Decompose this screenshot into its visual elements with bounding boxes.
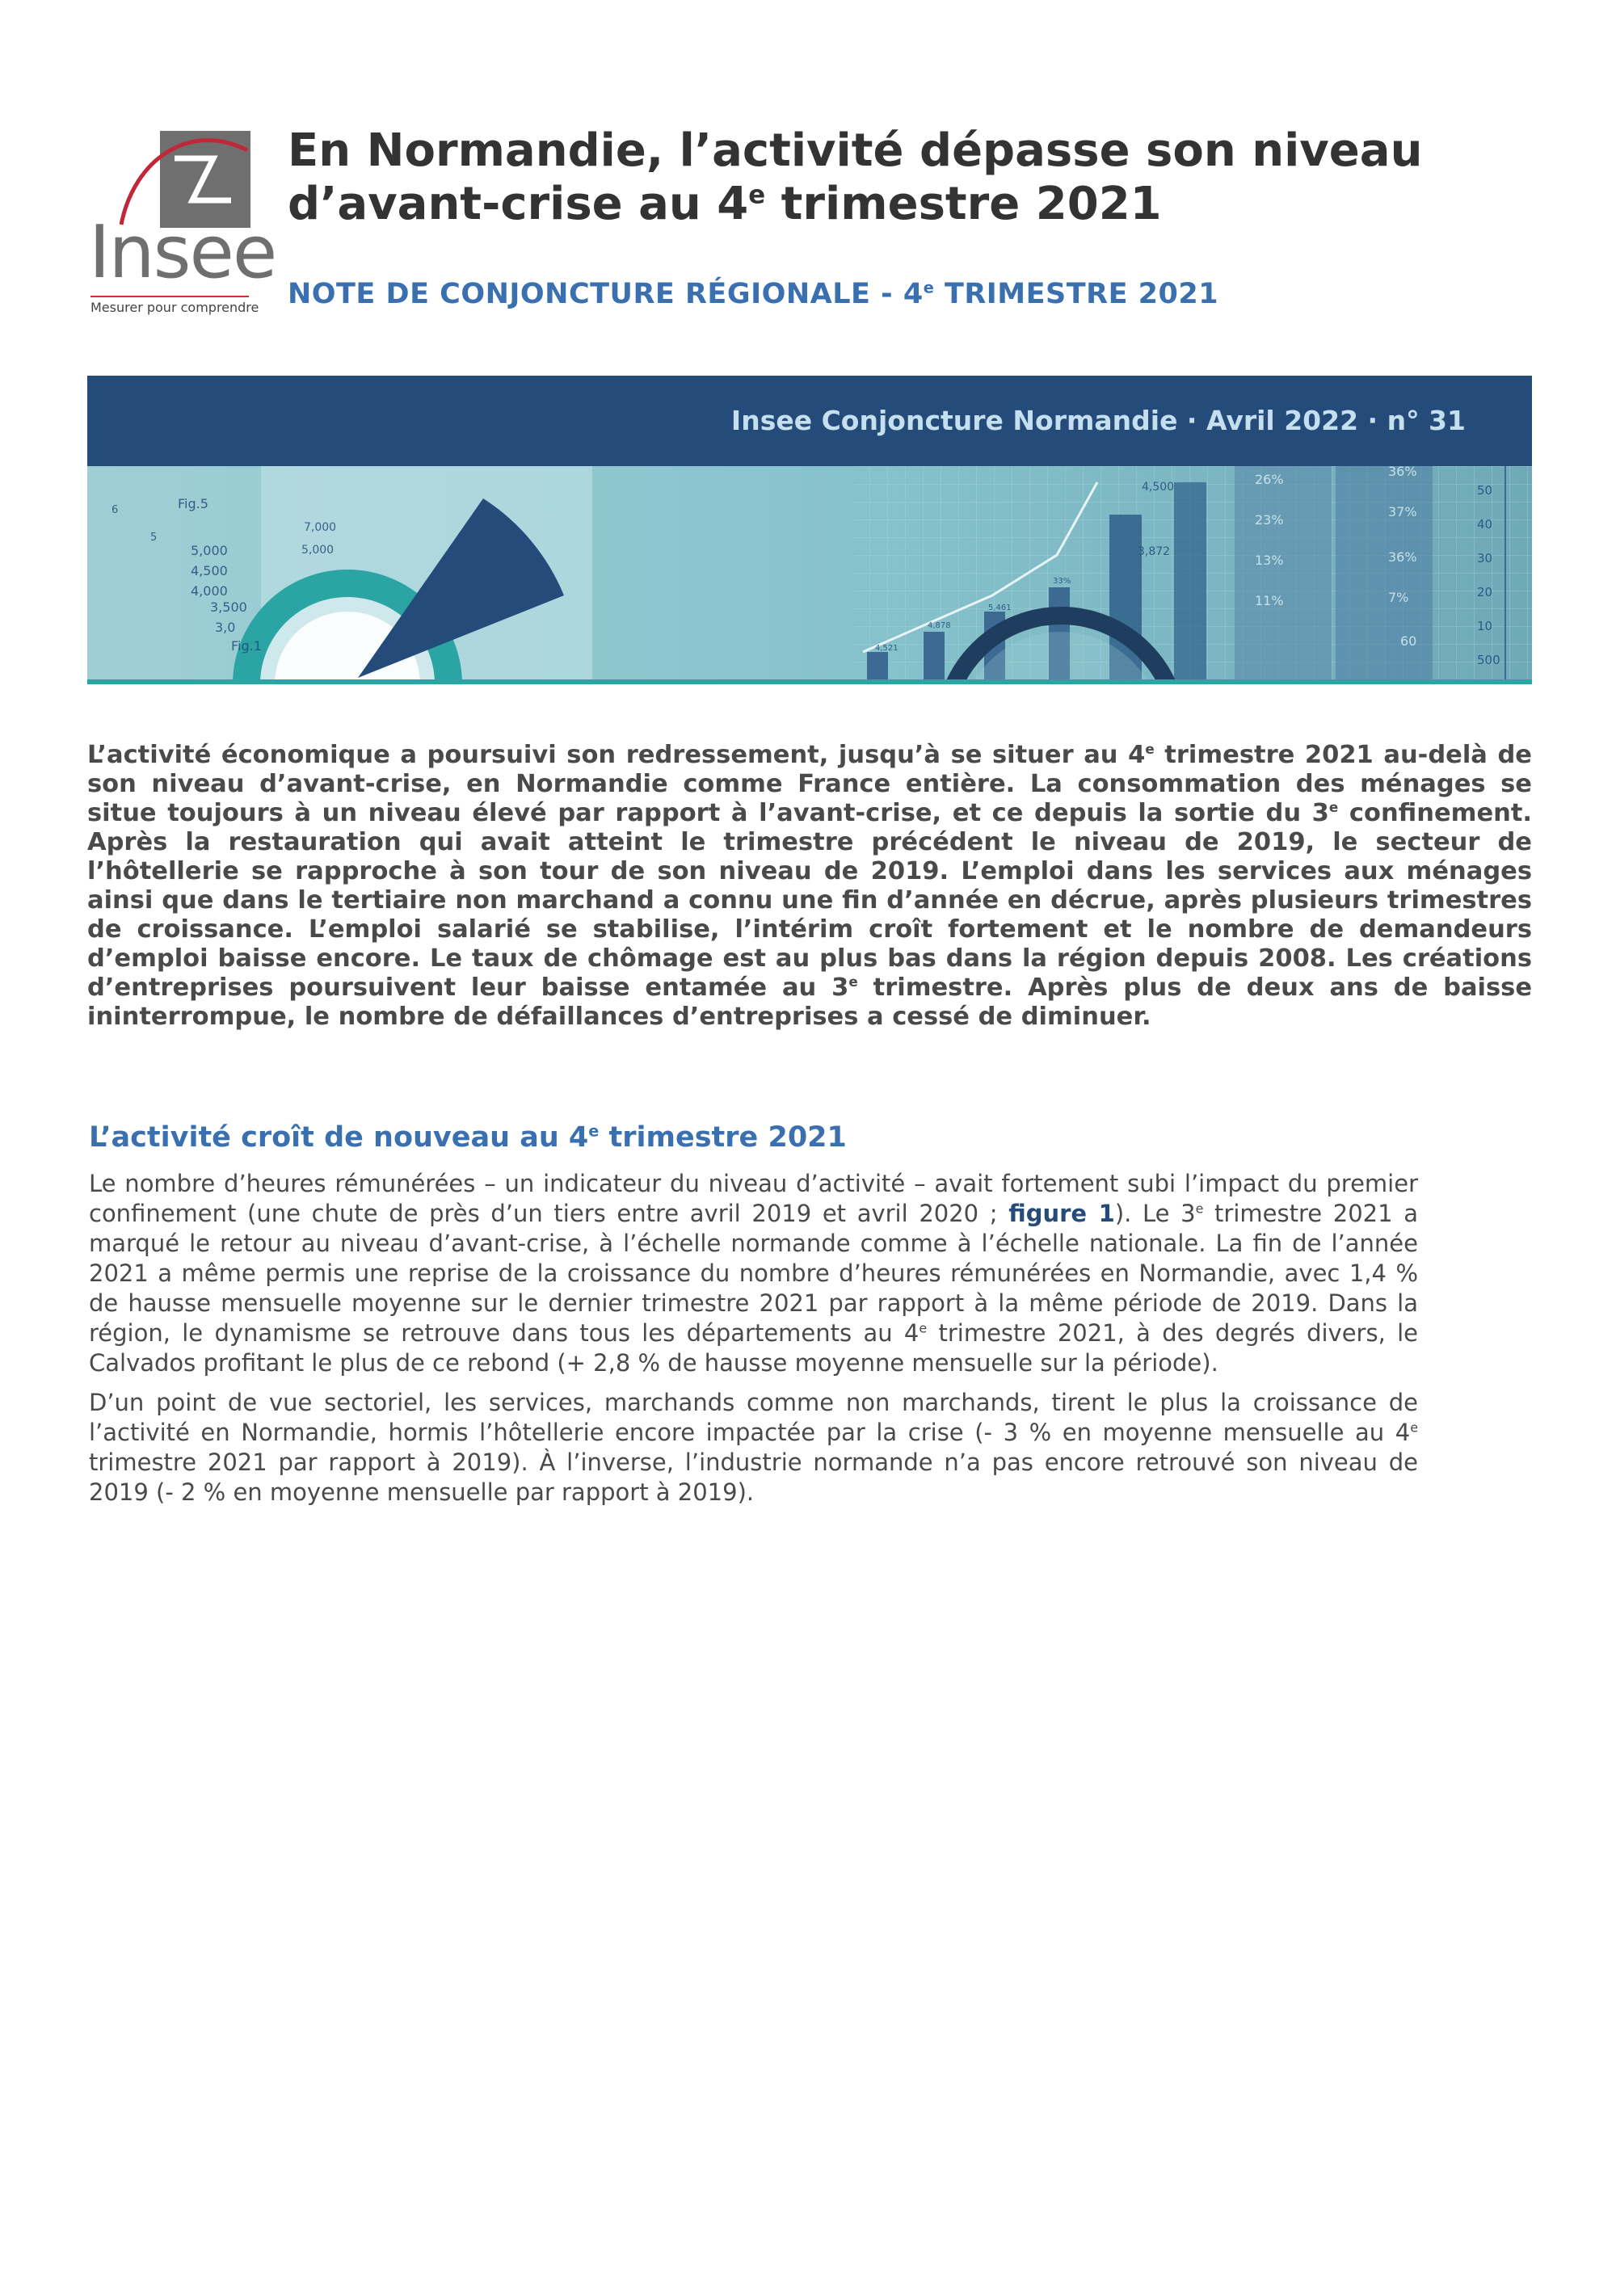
page-subtitle bbox=[288, 278, 1218, 310]
intro-s4: trimestre. Après plus de deux ans de baisse ininterrompue, le nombre de défaillances d’entreprises a cessé de diminuer. bbox=[87, 973, 1533, 1031]
subtitle-post: TRIMESTRE 2021 bbox=[934, 278, 1219, 310]
section-heading-post: trimestre 2021 bbox=[599, 1121, 847, 1154]
logo-wordmark: Insee bbox=[89, 210, 276, 295]
section-heading-pre: L’activité croît de nouveau au 4 bbox=[89, 1121, 589, 1154]
banner-decor-label: 36% bbox=[1388, 549, 1417, 565]
banner-decor-label: 3,0 bbox=[215, 620, 236, 635]
banner-decor-label: 4,500 bbox=[191, 563, 228, 578]
banner-decor-label: 36% bbox=[1388, 466, 1417, 479]
page-title bbox=[288, 124, 1548, 231]
banner-decor-label: 30 bbox=[1477, 551, 1493, 566]
banner-decor-label: 7,000 bbox=[304, 521, 337, 534]
p2-b: trimestre 2021 par rapport à 2019). À l’inverse, l’industrie normande n’a pas encore retrouvé son niveau de 2019 (- 2 % en moyenne mensuelle par rapport à 2019). bbox=[89, 1449, 1418, 1506]
insee-logo bbox=[87, 121, 276, 315]
banner-decor-label: 50 bbox=[1477, 483, 1493, 498]
p1-sup1: e bbox=[1195, 1201, 1204, 1217]
body-paragraph-1 bbox=[89, 1169, 1418, 1378]
banner-decor-label: 5,461 bbox=[988, 603, 1012, 612]
banner-decor-label: Fig.5 bbox=[178, 496, 208, 511]
section-heading bbox=[89, 1121, 847, 1154]
banner-decor-label: 3,872 bbox=[1138, 545, 1171, 558]
intro-s1-sup: e bbox=[1145, 740, 1155, 757]
banner-decor-label: 4,000 bbox=[191, 583, 228, 599]
banner-decor-label: 26% bbox=[1255, 472, 1284, 487]
intro-s3: confinement. Après la restauration qui avait atteint le trimestre précédent le niveau de 2019, le secteur de l’hôtellerie se rapproche à son tour de son niveau de 2019. L’emploi dans les services aux ménages ainsi que dans le tertiaire non marchand a connu une fin d’année en décrue, après plusieurs trimestres de croissance. L’emploi salarié se stabilise, l’intérim croît fortement et le nombre de demandeurs d’emploi baisse encore. Le taux de chômage est au plus bas dans la région depuis 2008. Les créations d’entreprises poursuivent leur baisse entamée au 3 bbox=[87, 799, 1533, 1002]
figure-1-link[interactable]: figure 1 bbox=[1008, 1200, 1115, 1227]
banner-decor-label: 10 bbox=[1477, 619, 1493, 633]
section-heading-sup: e bbox=[588, 1121, 600, 1141]
p2-a: D’un point de vue sectoriel, les services, marchands comme non marchands, tirent le plus la croissance de l’activité en Normandie, hormis l’hôtellerie encore impactée par la crise (- 3 % en moyenne mensuelle au 4 bbox=[89, 1389, 1418, 1446]
subtitle-pre: NOTE DE CONJONCTURE RÉGIONALE - 4 bbox=[288, 278, 924, 310]
banner-decor-label: 4,521 bbox=[875, 644, 898, 653]
intro-s2: trimestre 2021 au-delà de son niveau d’avant-crise, en Normandie comme France entière. La consommation des ménages se situe toujours à un niveau élevé par rapport à l’avant-crise, et ce depuis la sortie du 3 bbox=[87, 741, 1532, 827]
banner-decor-label: 5 bbox=[150, 532, 158, 544]
title-line-2-post: trimestre 2021 bbox=[765, 178, 1162, 230]
banner-decor-label: Fig.1 bbox=[231, 638, 262, 654]
banner-decor-label: 7% bbox=[1388, 590, 1409, 605]
intro-s2-sup: e bbox=[1328, 798, 1339, 815]
p1-b: ). Le 3 bbox=[1114, 1200, 1196, 1227]
banner-decor-label: 33% bbox=[1053, 577, 1071, 586]
banner-decor-label: 23% bbox=[1255, 512, 1284, 528]
p2-sup: e bbox=[1410, 1419, 1418, 1436]
title-line-2-pre: d’avant-crise au 4 bbox=[288, 178, 749, 230]
p1-d: trimestre 2021, à des degrés divers, le Calvados profitant le plus de ce rebond (+ 2,8 % de hausse moyenne mensuelle sur la période). bbox=[89, 1319, 1419, 1377]
banner-decor-label: 3,500 bbox=[210, 599, 247, 615]
banner-illustration-graphic bbox=[87, 466, 1532, 684]
banner-illustration bbox=[87, 466, 1532, 684]
intro-summary bbox=[87, 741, 1532, 1032]
banner-decor-label: 6 bbox=[112, 504, 119, 516]
banner-decor-label: 5,000 bbox=[301, 544, 335, 557]
body-paragraph-2 bbox=[89, 1388, 1418, 1508]
banner-decor-label: 500 bbox=[1477, 653, 1500, 667]
publication-reference: Insee Conjoncture Normandie · Avril 2022 · n° 31 bbox=[730, 405, 1466, 436]
title-line-2-sup: e bbox=[748, 180, 766, 210]
section-body bbox=[89, 1169, 1418, 1517]
banner-decor-label: 11% bbox=[1255, 593, 1284, 608]
p1-c: trimestre 2021 a marqué le retour au niveau d’avant-crise, à l’échelle normande comme à l’échelle nationale. La fin de l’année 2021 a même permis une reprise de la croissance du nombre d’heures rémunérées en Normandie, avec 1,4 % de hausse mensuelle moyenne sur le dernier trimestre 2021 par rapport à la même période de 2019. Dans la région, le dynamisme se retrouve dans tous les départements au 4 bbox=[89, 1200, 1418, 1347]
intro-s3-sup: e bbox=[848, 973, 858, 990]
banner-decor-label: 20 bbox=[1477, 585, 1493, 599]
banner-decor-label: 5,000 bbox=[191, 543, 228, 558]
banner-decor-label: 40 bbox=[1477, 517, 1493, 532]
title-line-1: En Normandie, l’activité dépasse son niveau bbox=[288, 124, 1423, 177]
logo-tagline: Mesurer pour comprendre bbox=[90, 296, 249, 315]
p1-sup2: e bbox=[919, 1320, 928, 1336]
subtitle-sup: e bbox=[923, 278, 935, 297]
publication-banner bbox=[87, 376, 1532, 466]
banner-decor-label: 4,500 bbox=[1142, 481, 1175, 494]
banner-decor-label: 37% bbox=[1388, 504, 1417, 519]
intro-paragraph bbox=[87, 741, 1532, 1032]
intro-s1: L’activité économique a poursuivi son redressement, jusqu’à se situer au 4 bbox=[87, 741, 1146, 769]
banner-decor-label: 60 bbox=[1400, 633, 1417, 649]
p1-a: Le nombre d’heures rémunérées – un indicateur du niveau d’activité – avait fortement subi l’impact du premier confinement (une chute de près d’un tiers entre avril 2019 et avril 2020 ; bbox=[89, 1170, 1418, 1227]
banner-decor-label: 4,878 bbox=[928, 621, 951, 630]
banner-decor-label: 13% bbox=[1255, 553, 1284, 568]
